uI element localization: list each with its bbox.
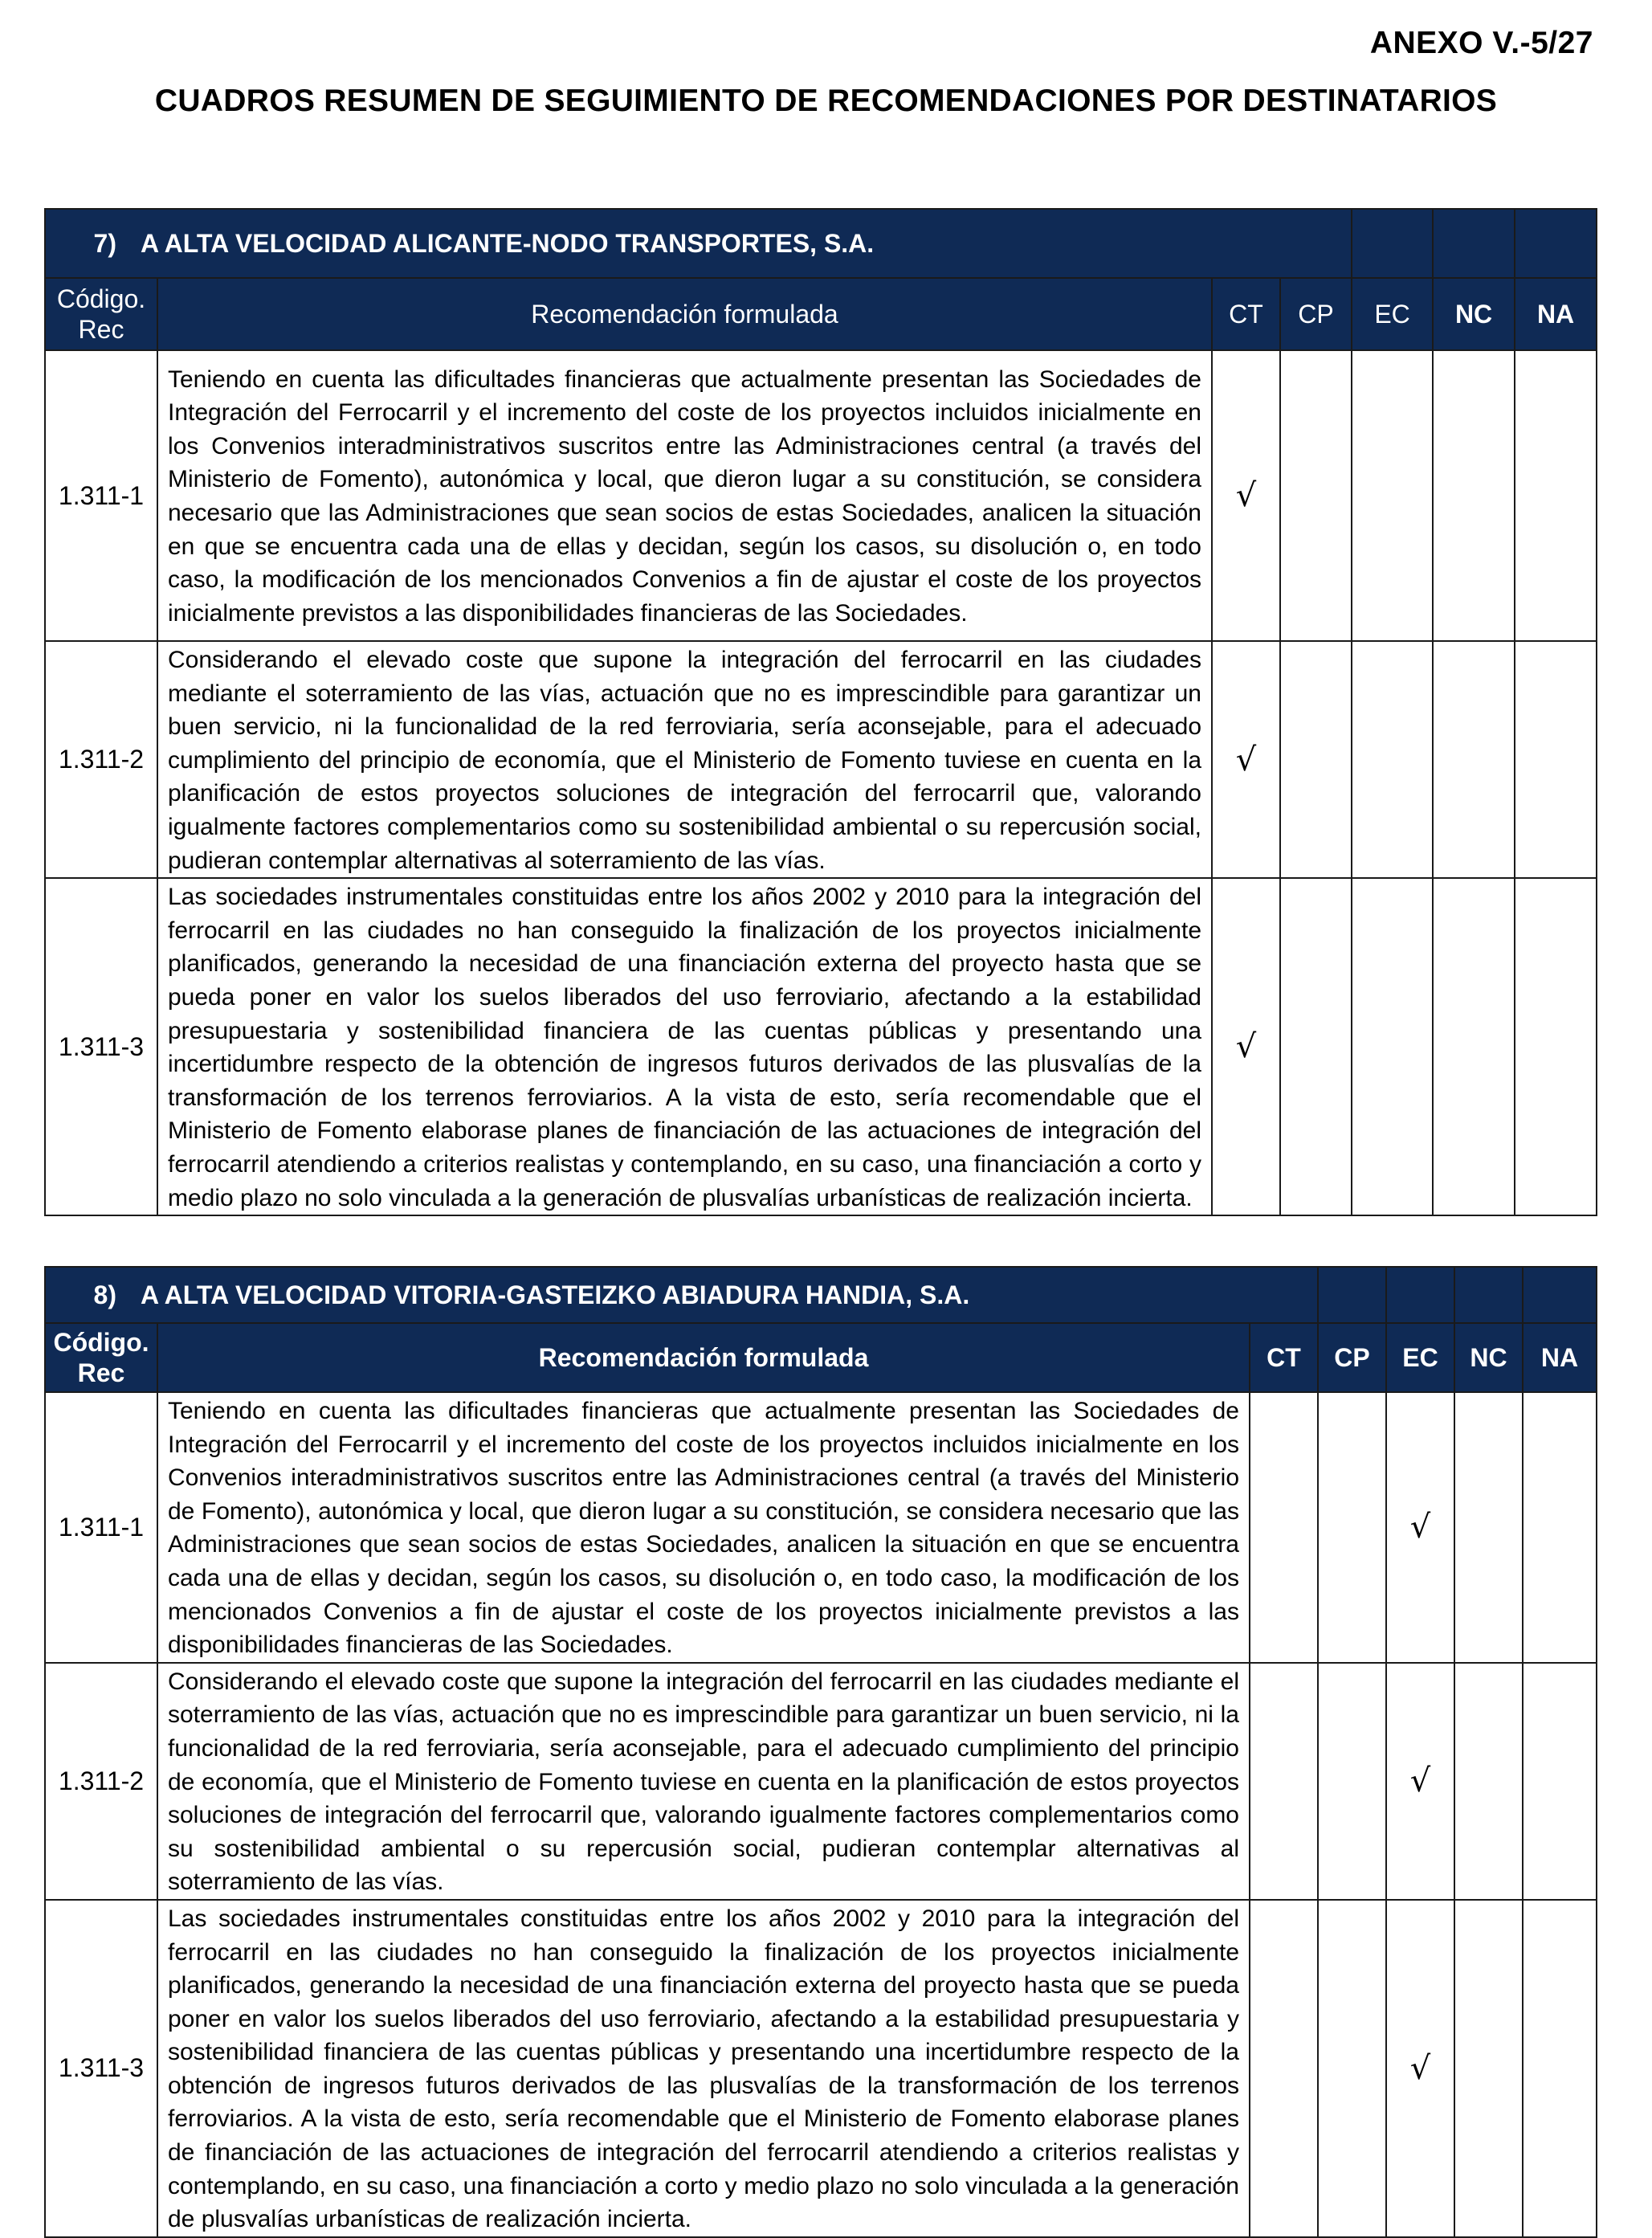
status-cell-ct bbox=[1250, 1663, 1318, 1900]
page-title: CUADROS RESUMEN DE SEGUIMIENTO DE RECOMENDACIONES POR DESTINATARIOS bbox=[154, 84, 1498, 118]
recommendation-column-header: Recomendación formulada bbox=[157, 1323, 1250, 1392]
recommendation-code: 1.311-3 bbox=[45, 1900, 157, 2237]
status-cell-na bbox=[1515, 350, 1597, 641]
cp-column-header: CP bbox=[1280, 278, 1352, 350]
nc-column-header: NC bbox=[1454, 1323, 1523, 1392]
status-cell-na bbox=[1515, 641, 1597, 878]
table-row bbox=[45, 641, 1597, 878]
recommendation-code: 1.311-2 bbox=[45, 641, 157, 878]
status-cell-ct bbox=[1250, 1900, 1318, 2237]
column-header-row bbox=[45, 1323, 1597, 1392]
check-mark-ec: √ bbox=[1386, 1900, 1454, 2237]
header-spacer bbox=[1454, 1267, 1523, 1323]
status-cell-nc bbox=[1454, 1392, 1523, 1663]
status-cell-nc bbox=[1454, 1663, 1523, 1900]
status-cell-ec bbox=[1352, 350, 1433, 641]
entity-number: 8) bbox=[93, 1280, 116, 1309]
check-mark-ec: √ bbox=[1386, 1392, 1454, 1663]
status-cell-cp bbox=[1318, 1392, 1386, 1663]
header-spacer bbox=[1352, 209, 1433, 278]
code-column-header: Código. Rec bbox=[45, 1323, 157, 1392]
status-cell-cp bbox=[1318, 1900, 1386, 2237]
recommendations-table-7 bbox=[44, 208, 1597, 1216]
ec-column-header: EC bbox=[1352, 278, 1433, 350]
status-cell-cp bbox=[1280, 350, 1352, 641]
status-cell-na bbox=[1523, 1900, 1597, 2237]
status-cell-nc bbox=[1433, 878, 1515, 1215]
entity-header-row bbox=[45, 209, 1597, 278]
annex-number: ANEXO V.-5/27 bbox=[1369, 26, 1593, 60]
recommendation-column-header: Recomendación formulada bbox=[157, 278, 1212, 350]
header-spacer bbox=[1386, 1267, 1454, 1323]
status-cell-ec bbox=[1352, 641, 1433, 878]
recommendation-text: Teniendo en cuenta las dificultades financieras que actualmente presentan las Sociedades de Integración del Ferrocarril y el incremento del coste de los proyectos incluidos inicialmente en los Convenios interadministrativos suscritos entre las Administraciones central (a través del Ministerio de Fomento), autonómica y local, que dieron lugar a su constitución, se considera necesario que las Administraciones que sean socios de estas Sociedades, analicen la situación en que se encuentra cada una de ellas y decidan, según los casos, su disolución o, en todo caso, la modificación de los mencionados Convenios a fin de ajustar el coste de los proyectos inicialmente previstos a las disponibilidades financieras de las Sociedades. bbox=[157, 1392, 1250, 1663]
entity-header-row bbox=[45, 1267, 1597, 1323]
entity-header bbox=[45, 1267, 1318, 1323]
na-column-header: NA bbox=[1523, 1323, 1597, 1392]
status-cell-nc bbox=[1433, 350, 1515, 641]
table-row bbox=[45, 878, 1597, 1215]
check-mark-ec: √ bbox=[1386, 1663, 1454, 1900]
entity-header bbox=[45, 209, 1352, 278]
status-cell-nc bbox=[1433, 641, 1515, 878]
recommendation-text: Teniendo en cuenta las dificultades financieras que actualmente presentan las Sociedades de Integración del Ferrocarril y el incremento del coste de los proyectos incluidos inicialmente en los Convenios interadministrativos suscritos entre las Administraciones central (a través del Ministerio de Fomento), autonómica y local, que dieron lugar a su constitución, se considera necesario que las Administraciones que sean socios de estas Sociedades, analicen la situación en que se encuentra cada una de ellas y decidan, según los casos, su disolución o, en todo caso, la modificación de los mencionados Convenios a fin de ajustar el coste de los proyectos inicialmente previstos a las disponibilidades financieras de las Sociedades. bbox=[157, 350, 1212, 641]
status-cell-ec bbox=[1352, 878, 1433, 1215]
recommendation-code: 1.311-1 bbox=[45, 1392, 157, 1663]
ct-column-header: CT bbox=[1212, 278, 1280, 350]
nc-column-header: NC bbox=[1433, 278, 1515, 350]
table-row bbox=[45, 1900, 1597, 2237]
status-cell-nc bbox=[1454, 1900, 1523, 2237]
na-column-header: NA bbox=[1515, 278, 1597, 350]
status-cell-cp bbox=[1318, 1663, 1386, 1900]
recommendation-code: 1.311-3 bbox=[45, 878, 157, 1215]
recommendation-text: Las sociedades instrumentales constituidas entre los años 2002 y 2010 para la integración del ferrocarril en las ciudades no han conseguido la finalización de los proyectos inicialmente planificados, generando la necesidad de una financiación externa del proyecto hasta que se pueda poner en valor los suelos liberados del uso ferroviario, afectando a la estabilidad presupuestaria y sostenibilidad financiera de las cuentas públicas y presentando una incertidumbre respecto de la obtención de ingresos futuros derivados de las plusvalías de la transformación de los terrenos ferroviarios. A la vista de esto, sería recomendable que el Ministerio de Fomento elaborase planes de financiación de las actuaciones de integración del ferrocarril atendiendo a criterios realistas y contemplando, en su caso, una financiación a corto y medio plazo no solo vinculada a la generación de plusvalías urbanísticas de realización incierta. bbox=[157, 1900, 1250, 2237]
status-cell-ct bbox=[1250, 1392, 1318, 1663]
recommendation-text: Considerando el elevado coste que supone la integración del ferrocarril en las ciudades mediante el soterramiento de las vías, actuación que no es imprescindible para garantizar un buen servicio, ni la funcionalidad de la red ferroviaria, sería aconsejable, para el adecuado cumplimiento del principio de economía, que el Ministerio de Fomento tuviese en cuenta en la planificación de estos proyectos soluciones de integración del ferrocarril que, valorando igualmente factores complementarios como su sostenibilidad ambiental o su repercusión social, pudieran contemplar alternativas al soterramiento de las vías. bbox=[157, 1663, 1250, 1900]
entity-number: 7) bbox=[93, 228, 116, 258]
recommendation-code: 1.311-1 bbox=[45, 350, 157, 641]
entity-name: A ALTA VELOCIDAD ALICANTE-NODO TRANSPORTES, S.A. bbox=[141, 228, 875, 258]
status-cell-cp bbox=[1280, 641, 1352, 878]
table-row bbox=[45, 1663, 1597, 1900]
column-header-row bbox=[45, 278, 1597, 350]
recommendation-text: Las sociedades instrumentales constituidas entre los años 2002 y 2010 para la integración del ferrocarril en las ciudades no han conseguido la finalización de los proyectos inicialmente planificados, generando la necesidad de una financiación externa del proyecto hasta que se pueda poner en valor los suelos liberados del uso ferroviario, afectando a la estabilidad presupuestaria y sostenibilidad financiera de las cuentas públicas y presentando una incertidumbre respecto de la obtención de ingresos futuros derivados de las plusvalías de la transformación de los terrenos ferroviarios. A la vista de esto, sería recomendable que el Ministerio de Fomento elaborase planes de financiación de las actuaciones de integración del ferrocarril atendiendo a criterios realistas y contemplando, en su caso, una financiación a corto y medio plazo no solo vinculada a la generación de plusvalías urbanísticas de realización incierta. bbox=[157, 878, 1212, 1215]
code-column-header: Código. Rec bbox=[45, 278, 157, 350]
check-mark-ct: √ bbox=[1212, 641, 1280, 878]
header-spacer bbox=[1523, 1267, 1597, 1323]
table-row bbox=[45, 350, 1597, 641]
header-spacer bbox=[1515, 209, 1597, 278]
header-spacer bbox=[1433, 209, 1515, 278]
table-row bbox=[45, 1392, 1597, 1663]
recommendation-text: Considerando el elevado coste que supone la integración del ferrocarril en las ciudades mediante el soterramiento de las vías, actuación que no es imprescindible para garantizar un buen servicio, ni la funcionalidad de la red ferroviaria, sería aconsejable, para el adecuado cumplimiento del principio de economía, que el Ministerio de Fomento tuviese en cuenta en la planificación de estos proyectos soluciones de integración del ferrocarril que, valorando igualmente factores complementarios como su sostenibilidad ambiental o su repercusión social, pudieran contemplar alternativas al soterramiento de las vías. bbox=[157, 641, 1212, 878]
check-mark-ct: √ bbox=[1212, 350, 1280, 641]
check-mark-ct: √ bbox=[1212, 878, 1280, 1215]
ec-column-header: EC bbox=[1386, 1323, 1454, 1392]
ct-column-header: CT bbox=[1250, 1323, 1318, 1392]
status-cell-na bbox=[1523, 1663, 1597, 1900]
entity-name: A ALTA VELOCIDAD VITORIA-GASTEIZKO ABIADURA HANDIA, S.A. bbox=[141, 1280, 970, 1309]
recommendations-table-8 bbox=[44, 1266, 1597, 2238]
status-cell-na bbox=[1515, 878, 1597, 1215]
recommendation-code: 1.311-2 bbox=[45, 1663, 157, 1900]
cp-column-header: CP bbox=[1318, 1323, 1386, 1392]
header-spacer bbox=[1318, 1267, 1386, 1323]
status-cell-na bbox=[1523, 1392, 1597, 1663]
status-cell-cp bbox=[1280, 878, 1352, 1215]
